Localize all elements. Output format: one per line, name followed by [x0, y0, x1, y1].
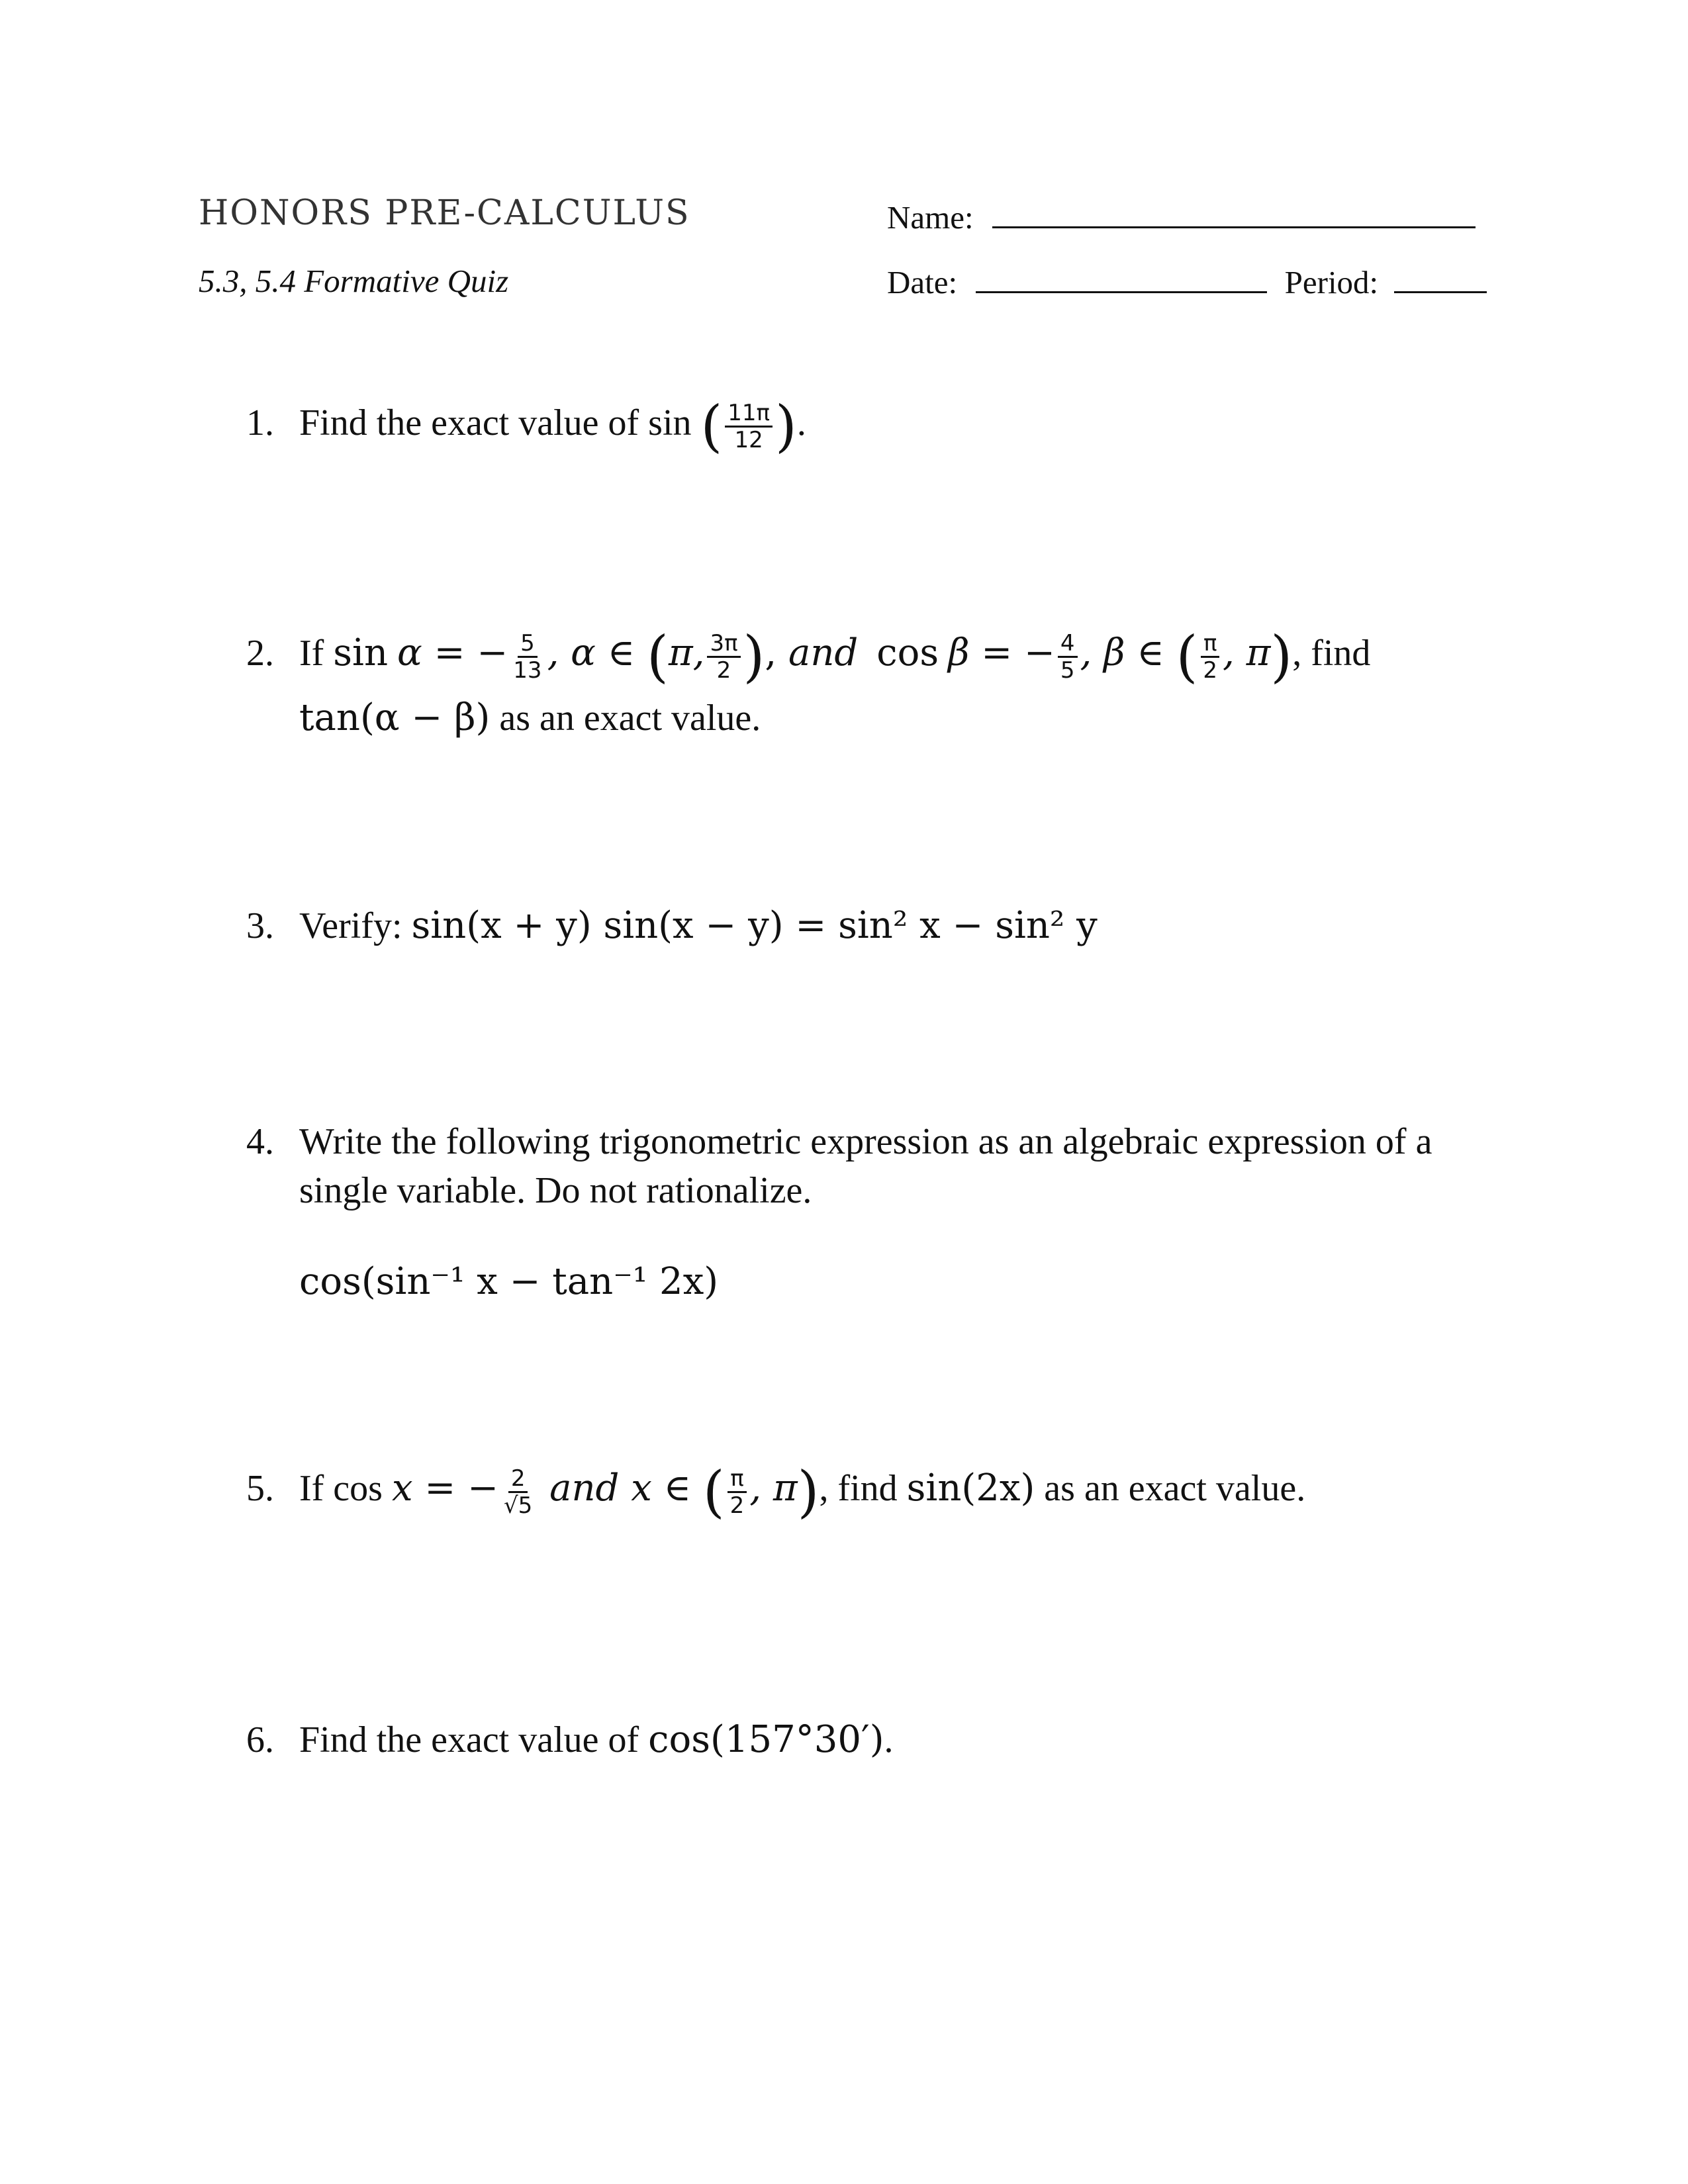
pi-symbol: , π [1223, 631, 1271, 674]
expression: tan(α − β) [299, 696, 491, 739]
question-suffix: , find [1292, 633, 1371, 674]
question-text: If cos [299, 1468, 392, 1509]
period-blank[interactable] [1394, 261, 1487, 293]
question-3 [246, 901, 1098, 950]
question-4 [246, 1117, 1432, 1166]
denominator: 2 [716, 657, 731, 684]
denominator: 12 [734, 426, 763, 453]
question-2: 2. If sin α = − $\frac{5}{13}$ , α ∈ (π, $\frac{3\pi}{2}$ ), and cos β = − $\frac{4}{5}$ , β ∈ ( $\frac{\pi}{2}$ , π), find [246, 624, 1371, 690]
course-title: HONORS PRE-CALCULUS [199, 193, 690, 233]
question-number: 2. [246, 633, 274, 674]
interval-text: , α ∈ [547, 631, 647, 674]
question-text: If [299, 633, 334, 674]
open-paren: ( [647, 624, 669, 690]
name-blank[interactable] [992, 196, 1476, 228]
fraction [725, 400, 773, 453]
expression: sin(2x) [906, 1467, 1035, 1510]
question-number: 4. [246, 1121, 274, 1162]
denominator: 5 [1060, 657, 1075, 684]
question-6 [246, 1715, 894, 1764]
expression: cos(sin⁻¹ x − tan⁻¹ 2x) [299, 1260, 719, 1303]
date-label: Date: [887, 264, 958, 300]
question-number: 1. [246, 402, 274, 443]
numerator: 4 [1058, 631, 1078, 658]
interval-text: , β ∈ [1080, 631, 1176, 674]
question-number: 5. [246, 1468, 274, 1509]
question-text: Find the exact value of sin [299, 402, 692, 443]
interval-text: and x ∈ [538, 1467, 703, 1510]
denominator: 13 [513, 657, 542, 684]
question-text: , find [819, 1468, 907, 1509]
numerator: π [1201, 631, 1219, 658]
denominator: √5 [504, 1492, 533, 1519]
question-suffix: . [796, 402, 806, 443]
close-paren: ) [743, 624, 765, 690]
quiz-title: 5.3, 5.4 Formative Quiz [199, 263, 509, 299]
name-field [887, 196, 1476, 236]
equals: = − [422, 631, 508, 674]
question-4-line-2 [246, 1166, 812, 1215]
numerator: 11π [725, 400, 773, 428]
x-variable: x [391, 1467, 413, 1510]
question-text: Write the following trigonometric expression as an algebraic expression of a [299, 1121, 1432, 1162]
question-text: single variable. Do not rationalize. [299, 1170, 812, 1211]
fraction [1200, 631, 1220, 683]
period-label: Period: [1284, 264, 1379, 300]
numerator: 5 [518, 631, 538, 658]
equals: = − [412, 1467, 498, 1510]
equals: = − [969, 631, 1055, 674]
name-label: Name: [887, 199, 974, 236]
date-field [887, 261, 1487, 301]
pi-symbol: π, [668, 631, 705, 674]
numerator: 2 [508, 1466, 528, 1493]
question-suffix: as an exact value. [1035, 1468, 1306, 1509]
question-5 [246, 1459, 1306, 1525]
open-paren: ( [700, 394, 723, 459]
question-1 [246, 394, 806, 459]
and-text: and [788, 631, 859, 674]
fraction [510, 631, 544, 683]
expression: cos(157°30′) [648, 1718, 884, 1761]
close-paren: ) [797, 1459, 820, 1525]
question-number: 6. [246, 1719, 274, 1760]
question-text: Verify: [299, 905, 412, 946]
denominator: 2 [729, 1492, 745, 1519]
question-4-expression [246, 1257, 718, 1306]
fraction [707, 631, 740, 683]
question-number: 3. [246, 905, 274, 946]
cos-text: cos [876, 631, 939, 674]
question-text: as an exact value. [490, 698, 761, 739]
numerator: π [727, 1466, 746, 1493]
pi-symbol: , π [749, 1467, 798, 1510]
alpha-symbol: α [397, 631, 422, 674]
expression: sin(x + y) sin(x − y) = sin² x − sin² y [411, 904, 1098, 947]
sin-text: sin [333, 631, 389, 674]
close-paren: ) [775, 394, 797, 459]
open-paren: ( [1176, 624, 1198, 690]
question-2-line-2 [246, 694, 761, 743]
denominator: 2 [1203, 657, 1217, 684]
fraction [501, 1466, 535, 1518]
numerator: 3π [707, 631, 740, 658]
question-suffix: . [884, 1719, 894, 1760]
fraction [1058, 631, 1078, 683]
fraction [727, 1466, 747, 1518]
beta-symbol: β [948, 631, 970, 674]
close-paren: ) [1270, 624, 1293, 690]
open-paren: ( [702, 1459, 725, 1525]
question-text: Find the exact value of [299, 1719, 649, 1760]
date-blank[interactable] [976, 261, 1267, 293]
